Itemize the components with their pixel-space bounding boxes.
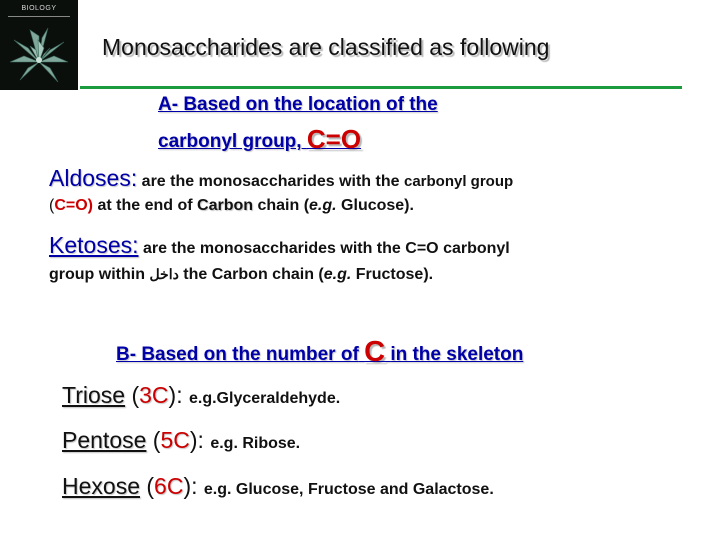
aldoses-text-1: at the end of — [97, 197, 193, 214]
item-example: e.g. Glucose, Fructose and Galactose. — [203, 481, 494, 498]
aldoses-carbon: Carbon — [197, 197, 254, 214]
ketoses-definition: are the monosaccharides with the — [142, 240, 401, 257]
item-count: 3C — [139, 382, 169, 408]
ketoses-formula: C=O — [405, 240, 439, 257]
ketoses-text-1: group within — [49, 266, 145, 283]
section-b-text-2: in the skeleton — [390, 344, 524, 365]
section-b-text-1: B- Based on the number of — [116, 344, 359, 365]
aldoses-definition-tail: carbonyl group — [403, 173, 514, 190]
list-item-pentose — [62, 427, 300, 454]
list-item-triose — [62, 382, 340, 409]
aldoses-text-2: chain ( — [257, 197, 310, 214]
aldoses-line-1 — [49, 165, 513, 192]
item-name: Pentose — [62, 427, 147, 453]
book-cover-title: BIOLOGY — [21, 5, 57, 12]
item-close: ): — [168, 382, 183, 408]
item-example: e.g.Glyceraldehyde. — [188, 390, 341, 407]
item-count: 6C — [154, 473, 184, 499]
aldoses-open-paren: ( — [49, 197, 55, 214]
section-a-heading-line2 — [158, 124, 361, 155]
item-open: ( — [131, 382, 140, 408]
title-divider — [80, 86, 682, 89]
item-close: ): — [189, 427, 204, 453]
aldoses-example: Glucose). — [341, 197, 414, 214]
section-a-heading: A- Based on the location of the — [158, 94, 438, 115]
succulent-plant-icon — [0, 0, 78, 90]
item-open: ( — [146, 473, 155, 499]
item-example: e.g. Ribose. — [210, 435, 301, 452]
aldoses-eg: e.g. — [309, 197, 337, 214]
ketoses-term: Ketoses: — [49, 232, 139, 258]
list-item-hexose — [62, 473, 494, 500]
ketoses-text-2: the Carbon chain ( — [183, 266, 324, 283]
section-a-text: carbonyl group, — [158, 131, 302, 152]
section-b-letter: C — [364, 336, 386, 368]
aldoses-definition: are the monosaccharides with the — [141, 173, 400, 190]
book-cover-image — [0, 0, 78, 90]
item-name: Hexose — [62, 473, 140, 499]
aldoses-formula: C=O) — [54, 197, 93, 214]
ketoses-arabic: داخل — [149, 266, 179, 282]
item-close: ): — [183, 473, 198, 499]
ketoses-line-1 — [49, 232, 510, 259]
aldoses-line-2 — [49, 197, 414, 215]
ketoses-line-2 — [49, 266, 433, 284]
slide-title: Monosaccharides are classified as following — [102, 34, 550, 60]
ketoses-example: Fructose). — [355, 266, 434, 283]
ketoses-definition-tail: carbonyl — [443, 240, 510, 257]
ketoses-eg: e.g. — [323, 266, 352, 283]
section-a-formula: C=O — [306, 124, 362, 154]
item-open: ( — [152, 427, 161, 453]
aldoses-term: Aldoses: — [49, 165, 138, 191]
item-name: Triose — [62, 382, 126, 408]
item-count: 5C — [160, 427, 190, 453]
section-b-heading — [116, 336, 523, 369]
